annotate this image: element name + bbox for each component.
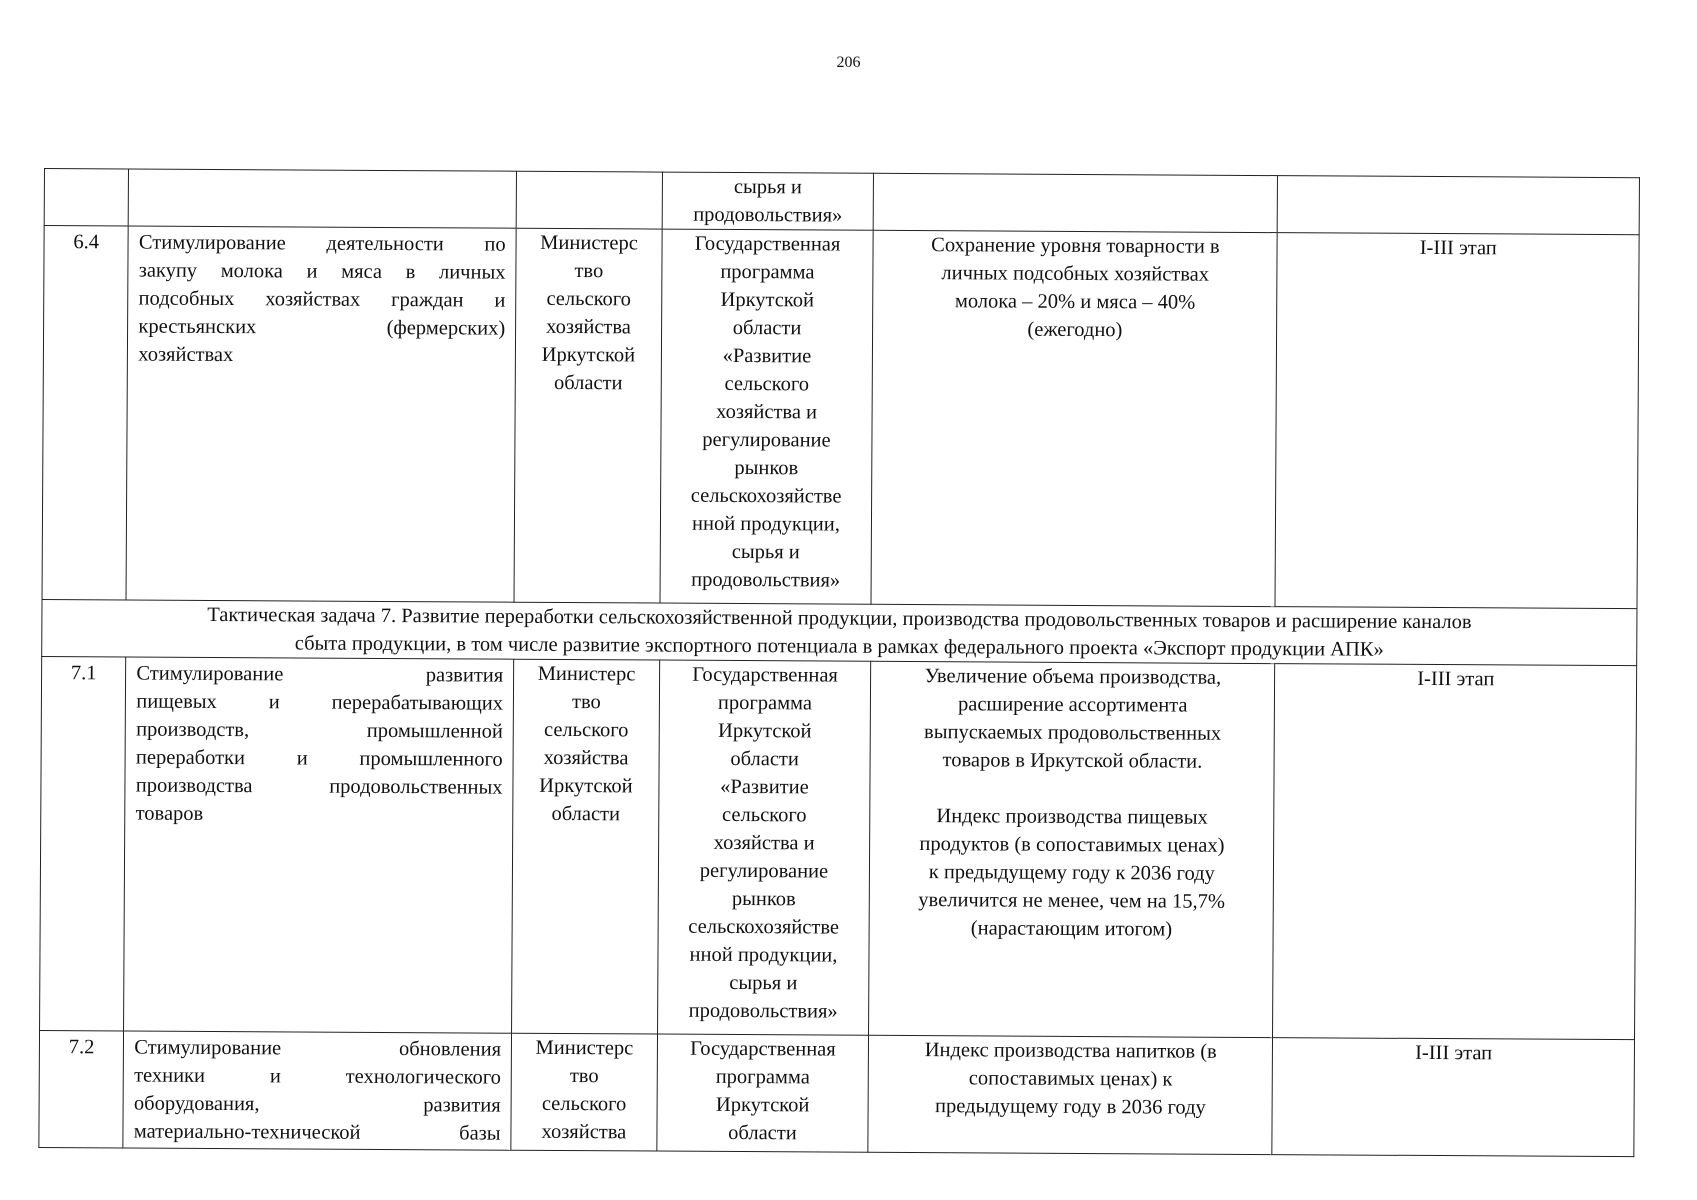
text-line: сельского [541, 1092, 627, 1116]
text-line: сырья и [733, 175, 802, 199]
text-line: закупу молока и мяса в личных [138, 259, 506, 284]
text-line: Государственная [692, 663, 838, 687]
row-number: 7.1 [40, 656, 126, 1030]
text-line: к предыдущему году к 2036 году [928, 861, 1215, 885]
text-line: товаров [135, 802, 204, 825]
executor-cell [514, 228, 662, 603]
text-line: регулирование [699, 859, 829, 883]
text-line: личных подсобных хозяйствах [941, 262, 1210, 286]
text-line: Министерс [540, 231, 638, 255]
task-line: сбыта продукции, в том числе развитие экспортного потенциала в рамках федерального проекта «Экспорт продукции АПК» [294, 632, 1384, 661]
text-line: области [730, 747, 799, 771]
executor-cell [512, 659, 660, 1034]
text-line: подсобных хозяйствах граждан и [138, 287, 506, 312]
text-line: Индекс производства напитков (в [924, 1039, 1217, 1063]
text-line: переработки и промышленного [135, 746, 503, 771]
text-line: хозяйства [546, 315, 632, 339]
text-line: хозяйства и [716, 400, 818, 424]
text-line: программа [720, 260, 815, 284]
text-line: сельского [543, 718, 629, 742]
text-line: рынков [731, 887, 796, 911]
text-line: сопоставимых ценах) к [968, 1067, 1173, 1091]
text-line: выпускаемых продовольственных [923, 721, 1222, 745]
text-line: сырья и [731, 540, 800, 564]
text-line: «Развитие [720, 775, 809, 799]
text-line: сырья и [729, 971, 798, 995]
text-line: области [551, 802, 621, 826]
text-line: оборудования, развития [133, 1092, 501, 1117]
executor-cell [516, 171, 662, 229]
text-line: Государственная [690, 1037, 836, 1061]
task-line: Тактическая задача 7. Развитие переработки сельскохозяйственной продукции, производства продовольственных товаров и расширение каналов [207, 603, 1472, 634]
text-line: Сохранение уровня товарности в [931, 234, 1220, 258]
text-line: сельского [546, 287, 632, 311]
text-line: сельского [724, 372, 810, 396]
text-line: нной продукции, [691, 512, 840, 536]
text-line: молока – 20% и мяса – 40% [954, 290, 1196, 314]
page-number: 206 [836, 54, 861, 71]
program-cell [660, 229, 874, 604]
text-line: хозяйства [543, 746, 629, 770]
text-line: Иркутской [720, 288, 815, 312]
text-line: рынков [734, 456, 799, 480]
text-line: расширение ассортимента [957, 693, 1188, 717]
text-line [877, 774, 1268, 804]
text-line: хозяйства [541, 1120, 627, 1144]
text-line: Министерс [537, 662, 636, 686]
text-line: пищевых и перерабатывающих [136, 690, 504, 715]
continuation-row [44, 169, 1639, 235]
table-row [39, 1030, 1635, 1156]
text-line: товаров в Иркутской области. [942, 749, 1203, 773]
text-line: продовольствия» [693, 203, 843, 227]
text-line: программа [717, 691, 813, 715]
text-line: тво [569, 1065, 599, 1088]
text-line: «Развитие [722, 344, 812, 368]
row-number: 7.2 [39, 1030, 124, 1147]
text-line: крестьянских (фермерских) [138, 315, 506, 340]
text-line: техники и технологического [134, 1064, 501, 1089]
result-cell [871, 230, 1277, 606]
text-line: Государственная [694, 232, 841, 256]
task-row [42, 599, 1637, 665]
table-row [40, 656, 1637, 1039]
text-line: Министерс [535, 1036, 634, 1060]
text-line: производств, промышленной [136, 718, 503, 743]
text-line: тво [571, 691, 601, 714]
text-line: Иркутской [541, 343, 636, 367]
text-line: увеличится не менее, чем на 15,7% [918, 889, 1225, 913]
text-line: нной продукции, [689, 943, 838, 967]
text-line: производства продовольственных [135, 774, 503, 799]
text-line: Иркутской [718, 719, 812, 743]
text-line: (ежегодно) [1027, 318, 1123, 342]
text-line: области [732, 316, 802, 340]
text-line: продуктов (в сопоставимых ценах) [919, 833, 1225, 857]
text-line: продовольствия» [688, 999, 838, 1023]
num-cell [44, 169, 129, 226]
text-line: материально-технической базы [133, 1120, 501, 1145]
text-line: сельскохозяйстве [690, 484, 842, 508]
stage-cell: I-III этап [1273, 664, 1637, 1040]
program-cell [657, 1034, 869, 1152]
text-line: программа [715, 1065, 810, 1089]
activity-cell [126, 226, 516, 602]
stage-cell: I-III этап [1275, 233, 1639, 609]
result-cell [868, 1035, 1273, 1154]
stage-cell: I-III этап [1272, 1038, 1634, 1157]
program-cell [662, 172, 874, 230]
text-line: предыдущему году в 2036 году [935, 1095, 1206, 1119]
text-line: сельскохозяйстве [688, 915, 840, 939]
activity-cell [129, 169, 517, 228]
text-line: области [553, 371, 623, 395]
activity-cell [123, 1031, 511, 1150]
row-number: 6.4 [42, 226, 128, 600]
measures-table [38, 168, 1640, 1157]
text-line: Увеличение объема производства, [924, 665, 1222, 689]
text-line: Индекс производства пищевых [936, 805, 1208, 829]
text-line: (нарастающим итогом) [970, 917, 1173, 941]
executor-cell [511, 1033, 657, 1151]
table-row [42, 226, 1639, 609]
text-line: хозяйствах [138, 343, 234, 367]
text-line: регулирование [702, 428, 831, 452]
activity-cell [124, 657, 514, 1033]
text-line: области [728, 1121, 797, 1145]
task-cell [42, 599, 1637, 665]
result-cell [869, 661, 1275, 1037]
text-line: Иркутской [715, 1093, 810, 1117]
text-line: Стимулирование развития [136, 662, 504, 687]
text-line: Стимулирование обновления [134, 1036, 502, 1061]
text-line: хозяйства и [713, 831, 815, 855]
result-cell [873, 173, 1278, 232]
text-line: сельского [722, 803, 807, 827]
text-line: Иркутской [539, 774, 633, 798]
program-cell [657, 660, 871, 1035]
text-line: продовольствия» [691, 568, 841, 592]
stage-cell [1278, 176, 1640, 235]
text-line: Стимулирование деятельности по [138, 231, 506, 256]
text-line: тво [574, 260, 604, 283]
